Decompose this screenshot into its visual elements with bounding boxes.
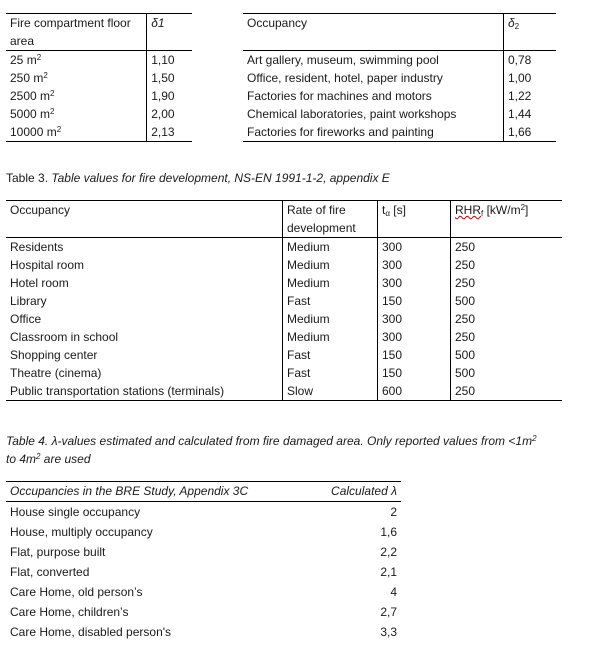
occupancy-cell: Public transportation stations (terminals) [6,382,283,401]
rhr-cell: 500 [455,366,476,380]
table-row [6,51,192,70]
fire-development-table [6,200,562,401]
table-row [6,87,192,105]
occupancy-cell: Art gallery, museum, swimming pool [243,51,504,70]
table-row [243,87,556,105]
floor-area-cell: 2500 $m^2$ [6,87,147,105]
floor-area-cell: 25 $m^2$ [6,51,147,70]
occupancy-cell: Flat, purpose built [10,545,106,559]
table-header-row [243,14,556,51]
occupancy-cell: House single occupancy [10,505,141,519]
occupancy-cell: Residents [6,238,283,257]
floor-area-cell: 10000 $m^2$ [6,123,147,142]
header-occupancy: Occupancy [6,201,283,238]
delta1-value-cell: 1,90 [151,89,175,103]
table-row [6,622,401,642]
delta1-value-cell: 2,00 [151,107,175,121]
rate-cell: Medium [283,238,378,257]
t-alpha-cell: 600 [378,382,451,401]
delta2-value-cell: 1,22 [508,89,532,103]
table-row [243,123,556,142]
rate-cell: Fast [283,346,378,364]
table-row [6,238,562,257]
rhr-cell: 250 [455,258,476,272]
occupancy-cell: Hotel room [6,274,283,292]
header-t-alpha: $t_\alpha$ [s] [378,201,451,238]
rate-cell: Fast [283,364,378,382]
delta1-value-cell: 1,50 [151,71,175,85]
lambda-value-cell: 4 [390,585,397,599]
occupancy-cell: Factories for machines and motors [243,87,504,105]
rhr-cell: 250 [455,276,476,290]
t-alpha-cell: 300 [378,310,451,328]
rhr-cell: 500 [455,294,476,308]
table-header-row [6,482,401,502]
t-alpha-cell: 150 [378,292,451,310]
rhr-cell: 250 [455,240,476,254]
lambda-value-cell: 1,6 [380,525,397,539]
header-rhr: $RHR_f$ $[kW/m^2]$ [451,201,563,238]
lambda-values-table [6,481,401,642]
table-header-row [6,201,562,238]
header-occupancy: Occupancy [243,14,504,51]
table-row [6,274,562,292]
table-row [6,602,401,622]
table-row [243,51,556,70]
lambda-value-cell: 2 [390,505,397,519]
lambda-value-cell: 2,1 [380,565,397,579]
rate-cell: Medium [283,310,378,328]
occupancy-cell: Theatre (cinema) [6,364,283,382]
rhr-cell: 500 [455,348,476,362]
t-alpha-cell: 300 [378,328,451,346]
occupancy-cell: Classroom in school [6,328,283,346]
delta1-value-cell: 2,13 [151,125,175,139]
t-alpha-cell: 300 [378,238,451,257]
table4-caption: Table 4. λ-values estimated and calculated from fire damaged area. Only reported values from $<1m^2$ to $4m^2$ are used [6,434,537,466]
delta2-value-cell: 0,78 [508,53,532,67]
table-row [6,69,192,87]
rate-cell: Slow [283,382,378,401]
header-delta2: $\delta_2$ [504,14,557,51]
table-row [6,346,562,364]
table-row [6,310,562,328]
table-row [6,502,401,523]
rate-cell: Medium [283,256,378,274]
floor-area-table [6,13,192,142]
lambda-value-cell: 3,3 [380,625,397,639]
header-rate: Rate of fire development [283,201,378,238]
occupancy-cell: House, multiply occupancy [10,525,153,539]
delta2-value-cell: 1,00 [508,71,532,85]
header-occupancies: Occupancies in the BRE Study, Appendix 3C [6,482,310,502]
occupancy-cell: Library [6,292,283,310]
table-row [6,105,192,123]
rate-cell: Medium [283,274,378,292]
occupancy-cell: Care Home, children’s [10,605,129,619]
floor-area-cell: 5000 $m^2$ [6,105,147,123]
table3-caption: Table 3. Table values for fire development, NS-EN 1991-1-2, appendix E [6,171,390,185]
table-row [6,522,401,542]
rhr-cell: 250 [455,384,476,398]
occupancy-cell: Care Home, old person’s [10,585,143,599]
header-delta1: δ1 [147,14,192,51]
table-row [6,382,562,401]
t-alpha-cell: 300 [378,256,451,274]
delta2-value-cell: 1,66 [508,125,532,139]
delta2-value-cell: 1,44 [508,107,532,121]
occupancy-cell: Shopping center [6,346,283,364]
rate-cell: Fast [283,292,378,310]
table-row [243,105,556,123]
table-row [6,562,401,582]
occupancy-cell: Office, resident, hotel, paper industry [243,69,504,87]
occupancy-cell: Office [6,310,283,328]
table-row [6,542,401,562]
occupancy-cell: Hospital room [6,256,283,274]
occupancy-cell: Factories for fireworks and painting [243,123,504,142]
t-alpha-cell: 300 [378,274,451,292]
t-alpha-cell: 150 [378,364,451,382]
table-row [6,582,401,602]
occupancy-cell: Chemical laboratories, paint workshops [243,105,504,123]
occupancy-cell: Flat, converted [10,565,90,579]
table-header-row [6,14,192,51]
table-row [6,256,562,274]
floor-area-cell: 250 $m^2$ [6,69,147,87]
delta1-value-cell: 1,10 [151,53,175,67]
rhr-cell: 250 [455,330,476,344]
header-calculated-lambda: Calculated λ [310,482,401,502]
t-alpha-cell: 150 [378,346,451,364]
occupancy-cell: Care Home, disabled person's [10,625,172,639]
table-row [6,364,562,382]
table-row [243,69,556,87]
header-floor-area: Fire compartment floor area [6,14,147,51]
table-row [6,123,192,142]
occupancy-factor-table [243,13,556,142]
rhr-cell: 250 [455,312,476,326]
rate-cell: Medium [283,328,378,346]
table-row [6,328,562,346]
lambda-value-cell: 2,7 [380,605,397,619]
lambda-value-cell: 2,2 [380,545,397,559]
table-row [6,292,562,310]
